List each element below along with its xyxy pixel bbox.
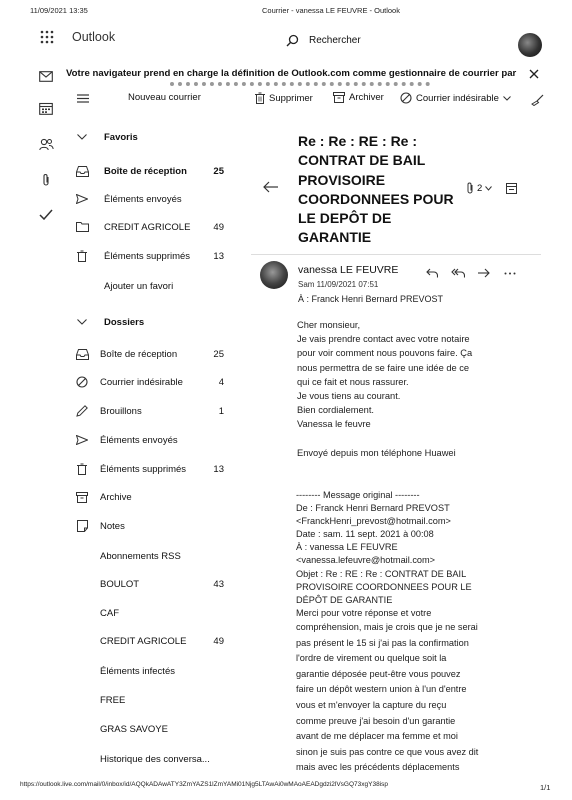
calendar-icon[interactable] <box>36 98 56 118</box>
folder-item-label: Éléments infectés <box>100 665 175 677</box>
subject-line: PROVISOIRE <box>298 171 386 188</box>
search-icon <box>286 34 299 47</box>
body-line: Bien cordialement. <box>297 405 374 416</box>
folder-item-label: Brouillons <box>100 405 142 417</box>
body-line: Je vais prendre contact avec votre notaire <box>297 334 470 345</box>
fav-item-label: Boîte de réception <box>104 165 187 177</box>
reply-line: faire un dépôt western union à l'un d'entre <box>296 684 467 695</box>
print-url: https://outlook.live.com/mail/0/inbox/id/AQQkADAwATY3ZmYAZS1lZmYAMi01Njg5LTAwAi0wMAoAEADgdzi2lVsGQ73xgY38isp <box>20 781 388 788</box>
folder-item-gras-savoye[interactable] <box>70 719 240 739</box>
folder-item-boulot[interactable] <box>70 574 240 594</box>
inbox-icon <box>75 347 89 361</box>
reply-line: mais avec les précédents déplacements <box>296 762 460 773</box>
folder-item-count: 1 <box>218 405 224 417</box>
attachment-icon <box>466 182 474 194</box>
folder-icon <box>75 220 89 234</box>
folder-item-count: 4 <box>218 376 224 388</box>
add-favorite-link[interactable] <box>70 276 240 296</box>
reply-line: comme preuve j'ai besoin d'un garantie <box>296 715 456 726</box>
archive-icon <box>333 92 345 103</box>
fav-item-count: 13 <box>213 250 224 262</box>
new-mail-button[interactable] <box>128 92 201 103</box>
folder-item-rss[interactable] <box>70 546 240 566</box>
body-line: pour voir comment nous pouvons faire. Ça <box>297 348 473 359</box>
original-line: DÉPÔT DE GARANTIE <box>296 594 393 605</box>
folder-item-label: BOULOT <box>100 578 140 590</box>
sender-name: vanessa LE FEUVRE <box>298 264 399 276</box>
search-box[interactable] <box>286 34 361 47</box>
subject-line: CONTRAT DE BAIL <box>298 152 426 169</box>
delete-button[interactable] <box>255 92 313 104</box>
folder-item-label: Historique des conversa... <box>100 753 210 765</box>
block-icon <box>400 92 412 104</box>
thread-count[interactable] <box>466 182 492 194</box>
message-body <box>297 318 537 460</box>
fav-item-inbox[interactable] <box>70 161 240 181</box>
fav-item-label: Éléments supprimés <box>104 250 191 262</box>
original-line: <FranckHenri_prevost@hotmail.com> <box>296 516 451 527</box>
fav-item-label: CREDIT AGRICOLE <box>104 221 191 233</box>
folder-item-deleted[interactable] <box>70 459 240 479</box>
folder-item-junk[interactable] <box>70 372 240 392</box>
reply-all-icon[interactable] <box>451 267 465 279</box>
close-banner-icon[interactable] <box>528 68 540 80</box>
original-message-header <box>296 489 536 620</box>
trash-icon <box>75 249 89 263</box>
favorites-label: Favoris <box>104 131 138 143</box>
body-line: Je vous tiens au courant. <box>297 390 401 401</box>
original-line: Objet : Re : RE : Re : CONTRAT DE BAIL <box>296 568 467 579</box>
chevron-down-icon <box>75 130 89 144</box>
open-in-window-icon[interactable] <box>505 182 517 194</box>
fav-item-count: 25 <box>213 165 224 177</box>
folder-item-free[interactable] <box>70 690 240 710</box>
chevron-down-icon <box>485 186 492 191</box>
folder-item-label: Archive <box>100 491 132 503</box>
trash-icon <box>75 462 89 476</box>
folder-item-label: Boîte de réception <box>100 348 178 360</box>
reply-line: sinon je suis pas contre ce que vous avez dit <box>296 746 479 757</box>
banner-second-line <box>170 82 430 87</box>
app-launcher-icon[interactable] <box>40 30 54 44</box>
folder-item-sent[interactable] <box>70 430 240 450</box>
body-line: Cher monsieur, <box>297 320 361 330</box>
folder-item-archive[interactable] <box>70 487 240 507</box>
archive-label: Archiver <box>349 92 384 103</box>
folder-item-label: Courrier indésirable <box>100 376 183 388</box>
subject-line: GARANTIE <box>298 229 372 246</box>
fav-item-count: 49 <box>213 221 224 233</box>
print-page-number: 1/1 <box>540 783 551 792</box>
delete-label: Supprimer <box>269 92 313 104</box>
send-icon <box>75 192 89 206</box>
body-line: Envoyé depuis mon téléphone Huawei <box>297 447 456 458</box>
subject-line: LE DEPÔT DE <box>298 210 392 227</box>
folder-item-label: Notes <box>100 520 125 532</box>
pencil-icon <box>75 404 89 418</box>
back-arrow-icon[interactable] <box>262 180 278 194</box>
subject-line: COORDONNEES POUR <box>298 190 454 207</box>
original-line: Merci pour votre réponse et votre <box>296 607 432 618</box>
fav-item-label: Éléments envoyés <box>104 193 182 205</box>
folder-item-credit-agricole[interactable] <box>70 631 240 651</box>
folder-item-count: 43 <box>213 578 224 590</box>
sweep-icon[interactable] <box>530 94 544 106</box>
folder-item-label: FREE <box>100 694 126 706</box>
people-icon[interactable] <box>36 134 56 154</box>
folders-header[interactable] <box>70 312 240 332</box>
original-line: PROVISOIRE COORDONNEES POUR LE <box>296 581 472 592</box>
original-line: <vanessa.lefeuvre@hotmail.com> <box>296 555 436 566</box>
folder-item-conversation-history[interactable] <box>70 749 240 769</box>
app-name: Outlook <box>72 30 116 44</box>
archive-icon <box>75 490 89 504</box>
original-message-body <box>296 620 536 776</box>
print-title: Courrier - vanessa LE FEUVRE - Outlook <box>262 6 400 15</box>
folder-item-count: 25 <box>213 348 224 360</box>
reply-line: pas présent le 15 si j'ai pas la confirmation <box>296 637 469 648</box>
junk-label: Courrier indésirable <box>416 92 499 104</box>
message-to: À : Franck Henri Bernard PREVOST <box>298 294 444 304</box>
body-line: nous permettra de se faire une idée de ce <box>297 362 470 373</box>
chevron-down-icon <box>503 96 511 101</box>
more-options-icon[interactable] <box>503 270 517 276</box>
original-line: De : Franck Henri Bernard PREVOST <box>296 503 450 514</box>
folder-item-notes[interactable] <box>70 516 240 536</box>
fav-item-label: Ajouter un favori <box>104 280 174 292</box>
body-line: Vanessa le feuvre <box>297 419 371 430</box>
reply-icon[interactable] <box>425 267 439 279</box>
block-icon <box>75 375 89 389</box>
body-line <box>297 432 537 446</box>
message-subject <box>298 132 454 248</box>
thread-count-value: 2 <box>477 182 483 194</box>
chevron-down-icon <box>75 315 89 329</box>
default-mail-banner: Votre navigateur prend en charge la définition de Outlook.com comme gestionnaire de courrier par <box>66 68 517 79</box>
attachment-icon[interactable] <box>36 170 56 190</box>
archive-button[interactable] <box>333 92 384 103</box>
original-line: Date : sam. 11 sept. 2021 à 00:08 <box>296 529 434 540</box>
send-icon <box>75 433 89 447</box>
folder-item-label: CAF <box>100 607 119 619</box>
folder-item-label: Éléments supprimés <box>100 463 187 475</box>
reply-line: garantie déposée peut-être vous pouvez <box>296 668 461 679</box>
print-datetime: 11/09/2021 13:35 <box>30 6 88 15</box>
trash-icon <box>255 92 265 104</box>
folder-item-count: 13 <box>213 463 224 475</box>
folder-item-count: 49 <box>213 635 224 647</box>
fav-item-deleted[interactable] <box>70 246 240 266</box>
todo-check-icon[interactable] <box>36 204 56 224</box>
avatar[interactable] <box>518 33 542 57</box>
subject-line: Re : Re : RE : Re : <box>298 133 418 149</box>
reply-line: avant de me déplacer ma femme et moi <box>296 731 458 742</box>
reply-line: compréhension, mais je crois que je ne serai <box>296 622 478 632</box>
folder-item-label: GRAS SAVOYE <box>100 723 168 735</box>
mail-icon[interactable] <box>36 66 56 86</box>
forward-icon[interactable] <box>477 267 491 279</box>
body-line: qui ce fait et nous rassurer. <box>297 376 409 387</box>
folder-item-label: CREDIT AGRICOLE <box>100 635 187 647</box>
original-line: À : vanessa LE FEUVRE <box>296 542 398 553</box>
sender-avatar <box>260 261 288 289</box>
reply-line: vous et m'envoyer la capture du reçu <box>296 699 447 710</box>
message-card-divider <box>251 254 541 255</box>
folder-item-label: Abonnements RSS <box>100 550 181 562</box>
folders-label: Dossiers <box>104 316 145 328</box>
junk-button[interactable] <box>400 92 511 104</box>
inbox-icon <box>75 164 89 178</box>
search-label: Rechercher <box>309 35 361 46</box>
message-date: Sam 11/09/2021 07:51 <box>298 280 379 289</box>
folder-item-caf[interactable] <box>70 603 240 623</box>
folder-item-infected[interactable] <box>70 661 240 681</box>
favorites-header[interactable] <box>70 127 240 147</box>
reply-line: l'ordre de virement ou quelque soit la <box>296 653 447 664</box>
fav-item-credit-agricole[interactable] <box>70 217 240 237</box>
original-line: -------- Message original -------- <box>296 490 420 500</box>
hamburger-menu-icon[interactable] <box>76 92 90 104</box>
folder-item-inbox[interactable] <box>70 344 240 364</box>
note-icon <box>75 519 89 533</box>
fav-item-sent[interactable] <box>70 189 240 209</box>
folder-item-drafts[interactable] <box>70 401 240 421</box>
folder-item-label: Éléments envoyés <box>100 434 178 446</box>
new-mail-label: Nouveau courrier <box>128 92 201 103</box>
